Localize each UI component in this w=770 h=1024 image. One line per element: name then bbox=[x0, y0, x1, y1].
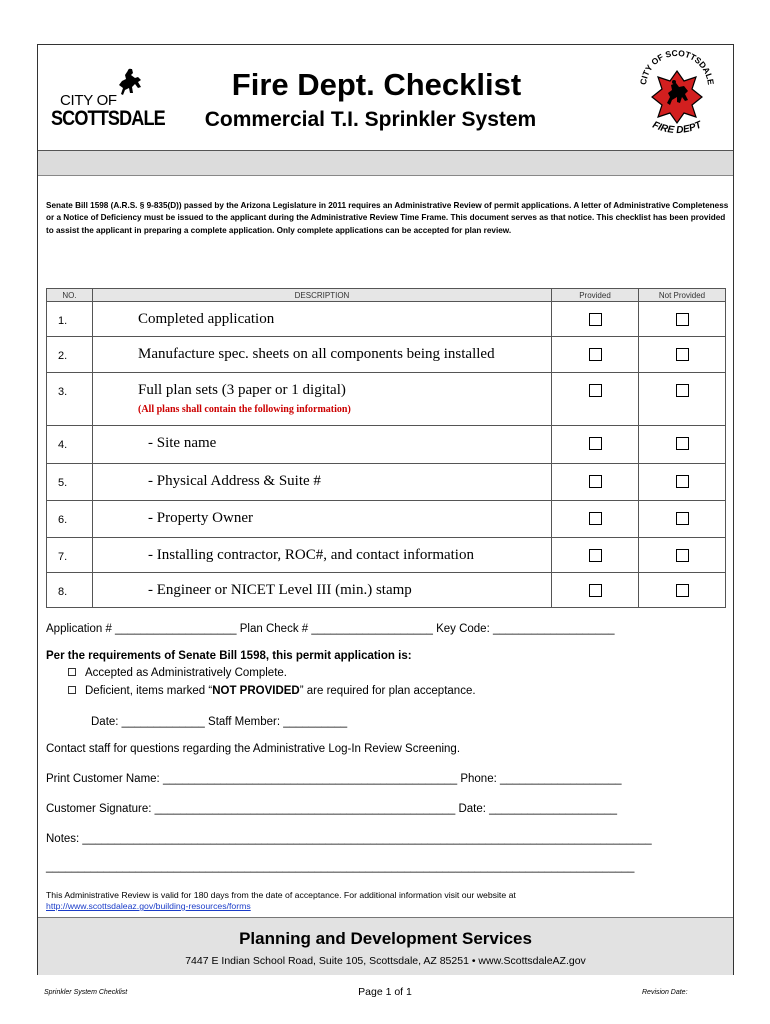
row-note: (All plans shall contain the following information) bbox=[138, 404, 351, 415]
department-address: 7447 E Indian School Road, Suite 105, Scottsdale, AZ 85251 • www.ScottsdaleAZ.gov bbox=[185, 955, 586, 967]
col-header-provided: Provided bbox=[552, 289, 639, 302]
form-frame bbox=[37, 44, 734, 975]
form-header bbox=[38, 45, 733, 151]
table-row bbox=[47, 302, 726, 337]
page-title: Fire Dept. Checklist bbox=[231, 67, 522, 102]
provided-checkbox[interactable] bbox=[589, 475, 602, 488]
provided-checkbox[interactable] bbox=[589, 384, 602, 397]
print-customer-name-line[interactable]: Print Customer Name: ______________________________________________ Phone: ___________________ bbox=[46, 773, 622, 785]
col-header-description: DESCRIPTION bbox=[93, 289, 552, 302]
row-number: 8. bbox=[47, 573, 93, 608]
row-description: - Engineer or NICET Level III (min.) stamp bbox=[93, 573, 552, 608]
date-staff-line[interactable]: Date: _____________ Staff Member: __________ bbox=[91, 716, 348, 728]
footer-document-name: Sprinkler System Checklist bbox=[44, 989, 128, 996]
fire-logo-bottom-text: FIRE DEPT bbox=[650, 119, 704, 137]
not-provided-checkbox[interactable] bbox=[676, 549, 689, 562]
row-description: Full plan sets (3 paper or 1 digital) bbox=[138, 382, 346, 398]
provided-checkbox[interactable] bbox=[589, 313, 602, 326]
provided-checkbox[interactable] bbox=[589, 549, 602, 562]
validity-footnote bbox=[46, 890, 516, 912]
page-subtitle: Commercial T.I. Sprinkler System bbox=[204, 108, 537, 131]
senate-bill-intro: Senate Bill 1598 (A.R.S. § 9-835(D)) passed by the Arizona Legislature in 2011 requires an Administrative Review of permit applications. A letter of Administrative Completeness or a Notice of Deficiency must be issued to the applicant during the Administrative Review Time Frame. This document serves as that notice. This checklist has been provided to assist the applicant in preparing a complete application. Only complete applications can be accepted for plan review. bbox=[46, 201, 729, 235]
footer-revision-date: Revision Date: bbox=[642, 989, 688, 996]
customer-signature-line[interactable]: Customer Signature: _______________________________________________ Date: ____________________ bbox=[46, 803, 618, 815]
row-description: - Property Owner bbox=[93, 501, 552, 538]
header-gray-band bbox=[38, 151, 733, 176]
footer-band bbox=[38, 917, 733, 975]
row-description: - Site name bbox=[93, 426, 552, 464]
city-logo-top-text: CITY OF bbox=[60, 92, 117, 109]
col-header-no: NO. bbox=[47, 289, 93, 302]
not-provided-checkbox[interactable] bbox=[676, 512, 689, 525]
row-description: Manufacture spec. sheets on all components being installed bbox=[93, 337, 552, 373]
not-provided-checkbox[interactable] bbox=[676, 475, 689, 488]
row-description: Completed application bbox=[93, 302, 552, 337]
not-provided-checkbox[interactable] bbox=[676, 384, 689, 397]
option-deficient[interactable] bbox=[68, 685, 476, 697]
forms-website-link[interactable]: http://www.scottsdaleaz.gov/building-resources/forms bbox=[46, 901, 251, 911]
application-number-line[interactable]: Application # ___________________ Plan Check # ___________________ Key Code: ___________________ bbox=[46, 623, 615, 635]
col-header-not-provided: Not Provided bbox=[639, 289, 726, 302]
row-number: 2. bbox=[47, 337, 93, 373]
per-requirements-heading: Per the requirements of Senate Bill 1598, this permit application is: bbox=[46, 650, 412, 662]
accepted-checkbox[interactable] bbox=[68, 668, 76, 676]
fire-dept-badge-icon bbox=[638, 49, 716, 147]
checklist-header-row bbox=[47, 289, 726, 302]
fire-logo-top-text: CITY OF SCOTTSDALE bbox=[638, 49, 716, 86]
option-deficient-label-post: ” are required for plan acceptance. bbox=[299, 685, 476, 697]
table-row bbox=[47, 464, 726, 501]
row-number: 6. bbox=[47, 501, 93, 538]
row-number: 5. bbox=[47, 464, 93, 501]
option-accepted[interactable] bbox=[68, 667, 287, 679]
row-number: 1. bbox=[47, 302, 93, 337]
not-provided-checkbox[interactable] bbox=[676, 348, 689, 361]
notes-line-2[interactable]: ____________________________________________________________________________________________ bbox=[46, 861, 635, 873]
option-deficient-label-pre: Deficient, items marked “ bbox=[85, 685, 213, 697]
table-row bbox=[47, 501, 726, 538]
not-provided-checkbox[interactable] bbox=[676, 437, 689, 450]
validity-text: This Administrative Review is valid for 180 days from the date of acceptance. For additional information visit our website at bbox=[46, 890, 516, 900]
department-title: Planning and Development Services bbox=[239, 929, 532, 948]
footer-page-number: Page 1 of 1 bbox=[358, 986, 412, 998]
row-number: 3. bbox=[47, 373, 93, 426]
provided-checkbox[interactable] bbox=[589, 512, 602, 525]
provided-checkbox[interactable] bbox=[589, 584, 602, 597]
not-provided-checkbox[interactable] bbox=[676, 584, 689, 597]
row-number: 7. bbox=[47, 538, 93, 573]
table-row bbox=[47, 538, 726, 573]
notes-line[interactable]: Notes: _________________________________________________________________________________________ bbox=[46, 833, 652, 845]
row-description: - Physical Address & Suite # bbox=[93, 464, 552, 501]
row-description: - Installing contractor, ROC#, and contact information bbox=[93, 538, 552, 573]
table-row bbox=[47, 426, 726, 464]
table-row bbox=[47, 337, 726, 373]
deficient-checkbox[interactable] bbox=[68, 686, 76, 694]
city-logo-name-text: SCOTTSDALE bbox=[51, 107, 165, 130]
checklist-table bbox=[46, 288, 726, 608]
row-number: 4. bbox=[47, 426, 93, 464]
provided-checkbox[interactable] bbox=[589, 348, 602, 361]
contact-staff-text: Contact staff for questions regarding the Administrative Log-In Review Screening. bbox=[46, 743, 461, 755]
table-row bbox=[47, 373, 726, 426]
option-deficient-label-bold: NOT PROVIDED bbox=[212, 685, 300, 697]
fire-dept-logo bbox=[638, 49, 716, 147]
option-accepted-label: Accepted as Administratively Complete. bbox=[85, 667, 287, 679]
table-row bbox=[47, 573, 726, 608]
not-provided-checkbox[interactable] bbox=[676, 313, 689, 326]
provided-checkbox[interactable] bbox=[589, 437, 602, 450]
